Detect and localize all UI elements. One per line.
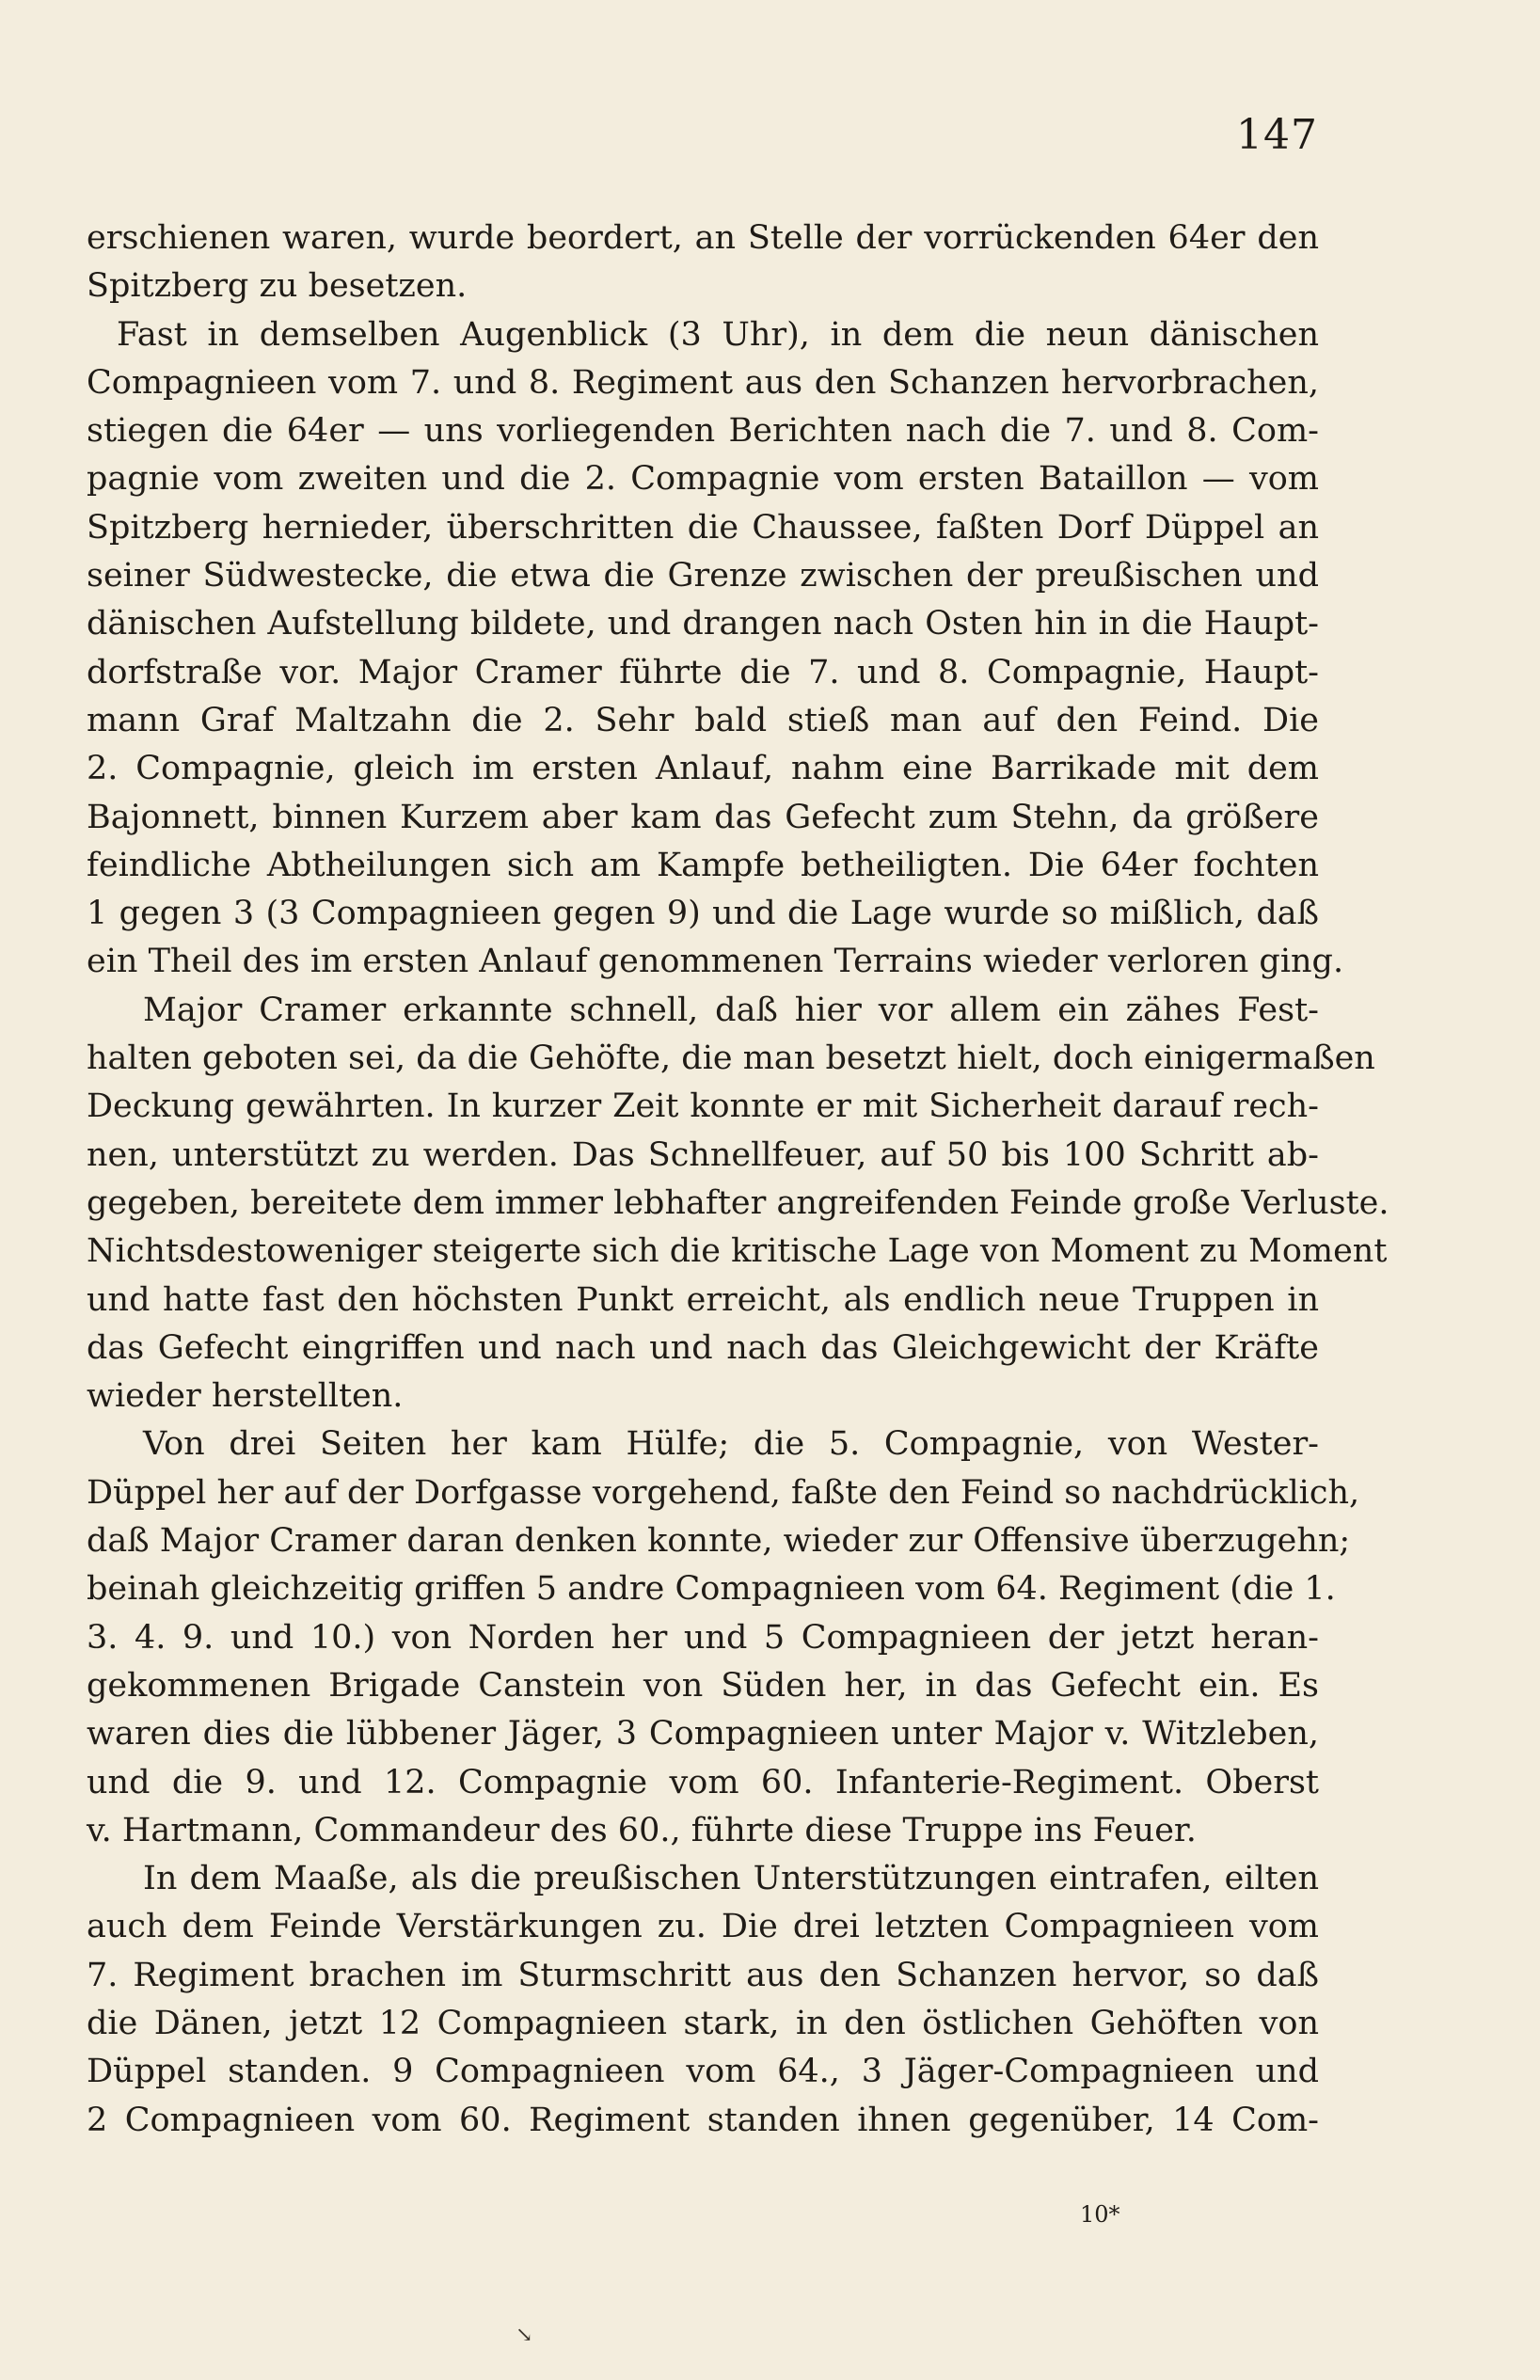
text-line: ein Theil des im ersten Anlauf genommenen Terrains wieder verloren ging.: [87, 943, 1344, 981]
text-line: v. Hartmann, Commandeur des 60., führte diese Truppe ins Feuer.: [87, 1811, 1197, 1849]
text-line: daß Major Cramer daran denken konnte, wieder zur Offensive überzugehn;: [87, 1522, 1351, 1561]
text-line: Nichtsdestoweniger steigerte sich die kritische Lage von Moment zu Moment: [87, 1232, 1388, 1271]
text-line: wieder herstellten.: [87, 1377, 404, 1416]
text-line: Major Cramer erkannte schnell, daß hier vor allem ein zähes Fest-: [143, 991, 1319, 1029]
text-line: Spitzberg zu besetzen.: [87, 267, 468, 306]
text-line: Spitzberg hernieder, überschritten die Chaussee, faßten Dorf Düppel an: [87, 508, 1319, 547]
smudge-mark: ↘: [516, 2324, 533, 2347]
text-line: dänischen Aufstellung bildete, und drangen nach Osten hin in die Haupt-: [87, 605, 1319, 643]
text-line: feindliche Abtheilungen sich am Kampfe betheiligten. Die 64er fochten: [87, 846, 1319, 884]
text-line: 2. Compagnie, gleich im ersten Anlauf, nahm eine Barrikade mit dem: [87, 750, 1319, 788]
text-line: In dem Maaße, als die preußischen Unterstützungen eintrafen, eilten: [143, 1860, 1319, 1898]
text-line: halten geboten sei, da die Gehöfte, die man besetzt hielt, doch einigermaßen: [87, 1039, 1375, 1078]
signature-mark: 10*: [1080, 2201, 1120, 2228]
text-line: und die 9. und 12. Compagnie vom 60. Infanterie-Regiment. Oberst: [87, 1763, 1319, 1801]
text-line: dorfstraße vor. Major Cramer führte die 7. und 8. Compagnie, Haupt-: [87, 653, 1319, 691]
text-line: seiner Südwestecke, die etwa die Grenze zwischen der preußischen und: [87, 557, 1319, 595]
text-line: gekommenen Brigade Canstein von Süden her, in das Gefecht ein. Es: [87, 1666, 1319, 1705]
text-line: die Dänen, jetzt 12 Compagnieen stark, in den östlichen Gehöften von: [87, 2004, 1319, 2042]
text-line: Compagnieen vom 7. und 8. Regiment aus den Schanzen hervorbrachen,: [87, 363, 1319, 402]
text-line: Düppel standen. 9 Compagnieen vom 64., 3 Jäger-Compagnieen und: [87, 2053, 1319, 2091]
text-line: 3. 4. 9. und 10.) von Norden her und 5 Compagnieen der jetzt heran-: [87, 1618, 1319, 1657]
page-number: 147: [1236, 111, 1318, 159]
text-line: und hatte fast den höchsten Punkt erreicht, als endlich neue Truppen in: [87, 1280, 1319, 1319]
text-line: Von drei Seiten her kam Hülfe; die 5. Compagnie, von Wester-: [143, 1425, 1319, 1464]
text-line: beinah gleichzeitig griffen 5 andre Compagnieen vom 64. Regiment (die 1.: [87, 1570, 1336, 1609]
text-line: Deckung gewährten. In kurzer Zeit konnte er mit Sicherheit darauf rech-: [87, 1087, 1319, 1126]
text-line: stiegen die 64er — uns vorliegenden Berichten nach die 7. und 8. Com-: [87, 412, 1319, 451]
text-line: gegeben, bereitete dem immer lebhafter angreifenden Feinde große Verluste.: [87, 1183, 1389, 1222]
text-line: 1 gegen 3 (3 Compagnieen gegen 9) und die Lage wurde so mißlich, daß: [87, 895, 1319, 933]
text-line: das Gefecht eingriffen und nach und nach das Gleichgewicht der Kräfte: [87, 1328, 1319, 1367]
text-line: Fast in demselben Augenblick (3 Uhr), in dem die neun dänischen: [117, 315, 1319, 354]
text-line: 7. Regiment brachen im Sturmschritt aus den Schanzen hervor, so daß: [87, 1956, 1319, 1994]
text-line: Düppel her auf der Dorfgasse vorgehend, faßte den Feind so nachdrücklich,: [87, 1473, 1360, 1512]
text-line: nen, unterstützt zu werden. Das Schnellfeuer, auf 50 bis 100 Schritt ab-: [87, 1135, 1319, 1174]
text-line: pagnie vom zweiten und die 2. Compagnie vom ersten Bataillon — vom: [87, 460, 1319, 499]
text-line: mann Graf Maltzahn die 2. Sehr bald stieß man auf den Feind. Die: [87, 701, 1319, 739]
text-line: auch dem Feinde Verstärkungen zu. Die drei letzten Compagnieen vom: [87, 1908, 1319, 1946]
text-line: waren dies die lübbener Jäger, 3 Compagnieen unter Major v. Witzleben,: [87, 1715, 1319, 1753]
body-text: [87, 214, 1389, 2145]
text-line: 2 Compagnieen vom 60. Regiment standen ihnen gegenüber, 14 Com-: [87, 2101, 1319, 2139]
text-line: erschienen waren, wurde beordert, an Stelle der vorrückenden 64er den: [87, 219, 1319, 257]
text-line: Bajonnett, binnen Kurzem aber kam das Gefecht zum Stehn, da größere: [87, 798, 1319, 836]
